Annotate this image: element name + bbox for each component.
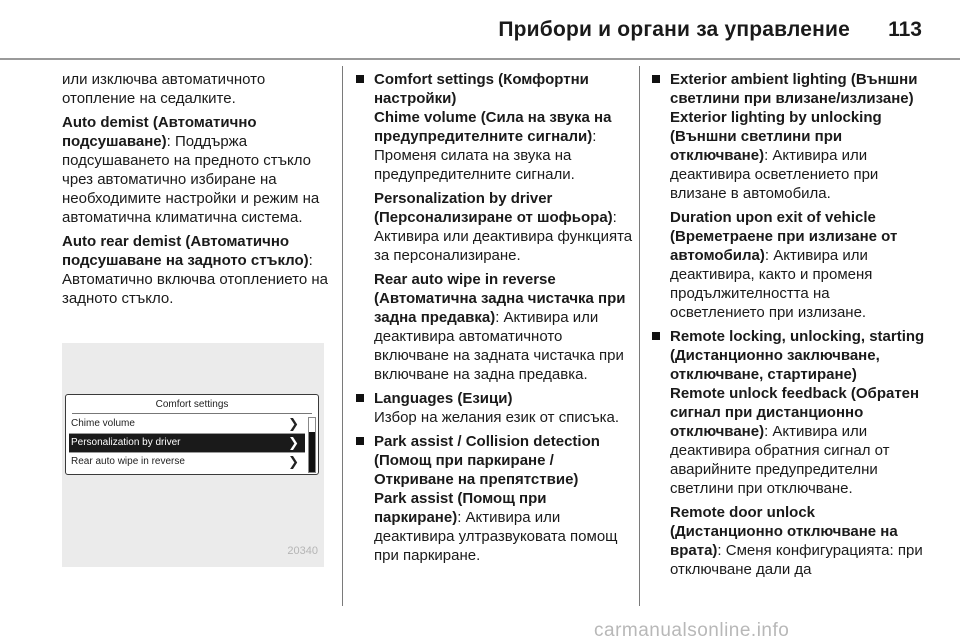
column-3 [648,70,926,584]
bullet-icon [652,75,660,83]
column-1 [62,70,334,313]
remote-door-entry [670,503,926,579]
bullet-exterior-lighting [648,70,926,322]
auto-demist-title: Auto demist (Автоматично подсушаване) [62,114,257,150]
figure-number: 20340 [287,545,318,557]
column-divider-1 [342,66,343,606]
auto-rear-demist-title: Auto rear demist (Автоматично подсушаване на задното стъкло) [62,233,309,269]
remote-locking-title: Remote locking, unlocking, starting (Дистанционно заключване, отключване, стартиране) [670,328,925,383]
menu-item-label: Personalization by driver [71,437,181,448]
chime-volume-title: Chime volume (Сила на звука на предупредителните сигнали) [374,109,612,145]
auto-demist-entry [62,113,334,227]
header-divider [0,58,960,60]
scrollbar-thumb[interactable] [309,432,315,472]
scrollbar[interactable] [308,417,316,473]
duration-entry [670,208,926,322]
chime-volume-text: : Променя силата на звука на предупредителните сигнали. [374,128,597,183]
duration-text: : Активира или деактивира, както и променя продължителността на осветлението при излизане. [670,247,873,321]
remote-feedback-title: Remote unlock feedback (Обратен сигнал при дистанционно отключване) [670,385,920,440]
comfort-settings-title: Comfort settings (Комфортни настройки) [374,71,589,107]
chevron-right-icon: ❯ [288,416,299,431]
column-divider-2 [639,66,640,606]
chevron-right-icon: ❯ [288,454,299,469]
bullet-languages [352,389,634,427]
screen-title-divider [72,413,312,414]
exterior-unlock-title: Exterior lighting by unlocking (Външни светлини при отключване) [670,109,882,164]
bullet-icon [356,437,364,445]
languages-text: Избор на желания език от списъка. [374,409,619,426]
screen-title: Comfort settings [155,399,229,410]
park-assist-entry [374,489,634,565]
remote-feedback-entry [670,384,926,498]
languages-title: Languages (Езици) [374,390,513,407]
menu-item-rear-auto-wipe[interactable] [69,453,305,471]
exterior-unlock-entry [670,108,926,203]
remote-door-title: Remote door unlock (Дистанционно отключване на врата) [670,504,898,559]
rear-wipe-entry [374,270,634,384]
column-2 [352,70,634,570]
page-number: 113 [888,18,922,41]
duration-title: Duration upon exit of vehicle (Времетраене при излизане от автомобила) [670,209,898,264]
watermark: carmanualsonline.info [594,620,790,641]
bullet-remote-locking [648,327,926,579]
bullet-park-assist [352,432,634,565]
remote-door-text: : Сменя конфигурацията: при отключване дали да [670,542,923,578]
bullet-comfort-settings [352,70,634,384]
comfort-settings-figure [62,343,324,567]
col1-paragraph: или изключва автоматичното отопление на седалките. [62,71,266,107]
menu-item-label: Chime volume [71,418,135,429]
display-screen [65,394,319,475]
chevron-right-icon: ❯ [288,435,299,450]
auto-demist-text: : Поддържа подсушаването на предното стъкло чрез автоматично избиране на необходимите настройки и режим на автоматична климатична система. [62,133,320,226]
exterior-lighting-title: Exterior ambient lighting (Външни светлини при влизане/излизане) [670,71,918,107]
auto-rear-demist-text: : Автоматично включва отоплението на задното стъкло. [62,252,328,307]
personalization-title: Personalization by driver (Персонализиране от шофьора) [374,190,613,226]
exterior-unlock-text: : Активира или деактивира осветлението при влизане в автомобила. [670,147,879,202]
personalization-text: : Активира или деактивира функцията за персонализиране. [374,209,633,264]
park-assist-sub-title: Park assist (Помощ при паркиране) [374,490,547,526]
menu-item-chime-volume[interactable] [69,415,305,433]
bullet-icon [356,75,364,83]
rear-wipe-title: Rear auto wipe in reverse (Автоматична задна чистачка при задна предавка) [374,271,626,326]
bullet-icon [652,332,660,340]
chime-volume-entry [374,108,634,184]
remote-feedback-text: : Активира или деактивира обратния сигнал от аварийните предупредителни светлини при отключване. [670,423,890,497]
rear-wipe-text: : Активира или деактивира автоматичното включване на задната чистачка при включване на задна предавка. [374,309,624,383]
auto-rear-demist-entry [62,232,334,308]
menu-item-label: Rear auto wipe in reverse [71,456,185,467]
page-title: Прибори и органи за управление [498,18,850,41]
park-assist-sub-text: : Активира или деактивира ултразвуковата помощ при паркиране. [374,509,618,564]
menu-item-personalization-by-driver[interactable] [69,434,305,452]
park-assist-title: Park assist / Collision detection (Помощ при паркиране / Откриване на препятствие) [374,433,600,488]
bullet-icon [356,394,364,402]
personalization-entry [374,189,634,265]
